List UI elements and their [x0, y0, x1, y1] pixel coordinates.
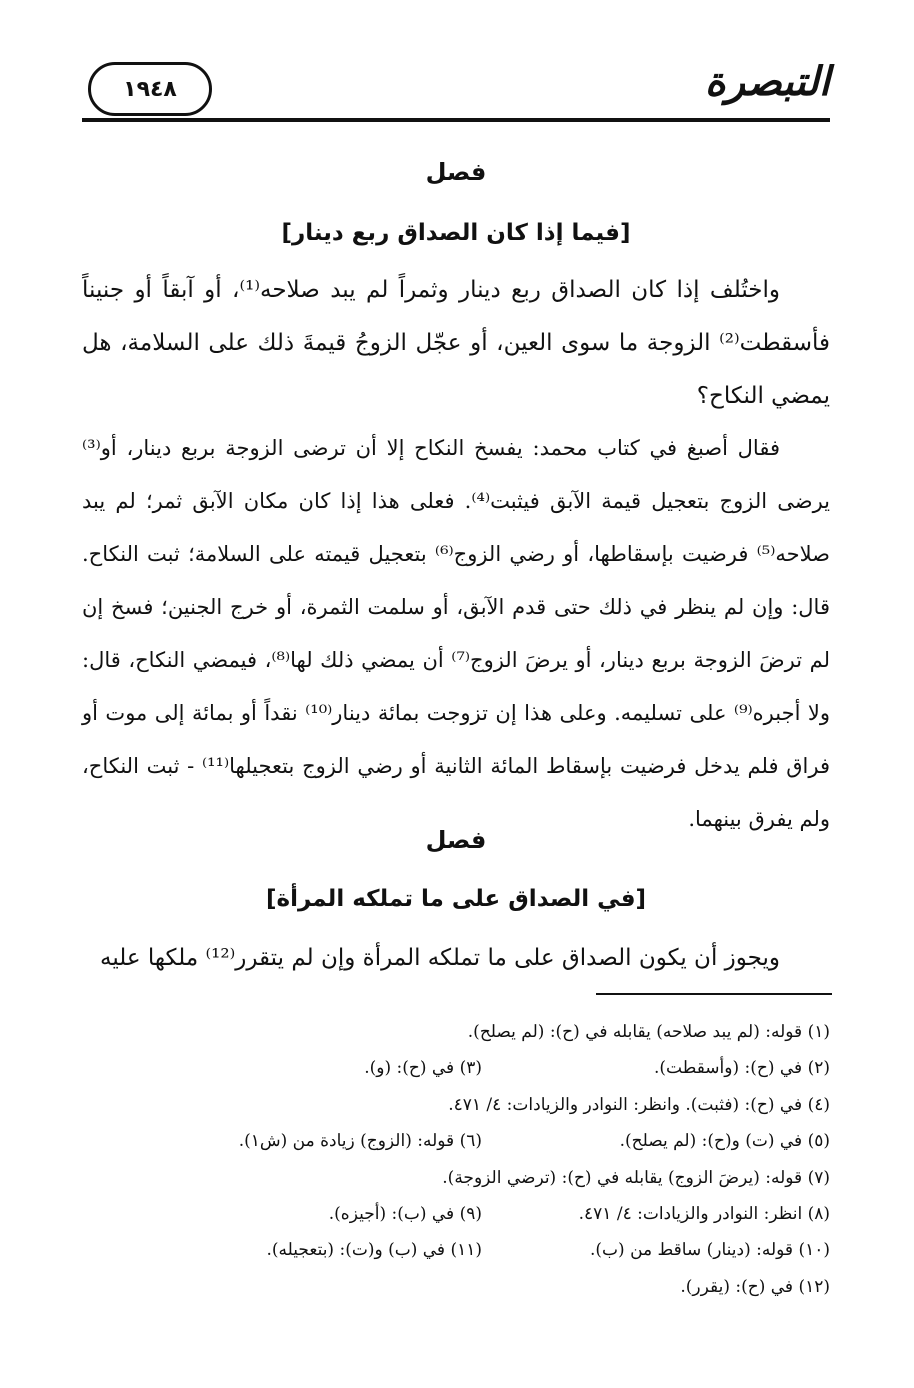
footnote: (٣) في (ح): (و). [364, 1058, 482, 1079]
footnote: (٧) قوله: (يرضَ الزوج) يقابله في (ح): (ترضي الزوجة). [442, 1167, 830, 1188]
footnote-row [82, 1014, 830, 1050]
footnote-separator [596, 993, 832, 995]
footnote-row [82, 1160, 830, 1196]
footnote-row [82, 1123, 830, 1159]
footnote: (٩) في (ب): (أجيزه). [328, 1203, 482, 1224]
header-rule [82, 118, 830, 122]
footnote-row [82, 1269, 830, 1305]
section-2-paragraph-1: ويجوز أن يكون الصداق على ما تملكه المرأة وإن لم يتقرر⁽¹²⁾ ملكها عليه [100, 945, 780, 971]
footnotes [82, 1014, 830, 1305]
footnote-row [82, 1196, 830, 1232]
section-2-title: فصل [425, 826, 487, 854]
page-number: ١٩٤٨ [123, 76, 177, 102]
section-1-title: فصل [425, 158, 487, 186]
section-1-paragraph-1: واختُلف إذا كان الصداق ربع دينار وثمراً لم يبد صلاحه⁽¹⁾، أو آبقاً أو جنيناً فأسقطت⁽²⁾ الزوجة ما سوى العين، أو عجّل الزوجُ قيمةَ ذلك على السلامة، هل يمضي النكاح؟ [82, 277, 830, 409]
section-1-subtitle: [فيما إذا كان الصداق ربع دينار] [281, 220, 631, 246]
footnote-row [82, 1050, 830, 1086]
footnote: (١) قوله: (لم يبد صلاحه) يقابله في (ح): (لم يصلح). [467, 1022, 830, 1042]
footnote: (١٢) في (ح): (يقرر). [680, 1276, 830, 1297]
section-1-paragraph-2: فقال أصبغ في كتاب محمد: يفسخ النكاح إلا أن ترضى الزوجة بربع دينار، أو⁽³⁾ يرضى الزوج بتعجيل قيمة الآبق فيثبت⁽⁴⁾. فعلى هذا إذا كان مكان الآبق ثمر؛ لم يبد صلاحه⁽⁵⁾ فرضيت بإسقاطها، أو رضي الزوج⁽⁶⁾ بتعجيل قيمته على السلامة؛ ثبت النكاح. قال: وإن لم ينظر في ذلك حتى قدم الآبق، أو سلمت الثمرة، أو خرج الجنين؛ فسخ إن لم ترضَ الزوجة بربع دينار، أو يرضَ الزوج⁽⁷⁾ أن يمضي ذلك لها⁽⁸⁾، فيمضي النكاح، قال: ولا أجبره⁽⁹⁾ على تسليمه. وعلى هذا إن تزوجت بمائة دينار⁽¹⁰⁾ نقداً أو بمائة إلى موت أو فراق فلم يدخل فرضيت بإسقاط المائة الثانية أو رضي الزوج بتعجيلها⁽¹¹⁾ - ثبت النكاح، ولم يفرق بينهما. [82, 436, 831, 831]
footnote: (٢) في (ح): (وأسقطت). [654, 1058, 830, 1079]
footnote: (٥) في (ت) و(ح): (لم يصلح). [619, 1131, 830, 1152]
footnote-row [82, 1087, 830, 1123]
section-2-subtitle: [في الصداق على ما تملكه المرأة] [265, 886, 647, 912]
footnote-row [82, 1232, 830, 1268]
footnote: (٤) في (ح): (فثبت). وانظر: النوادر والزيادات: ٤/ ٤٧١. [448, 1094, 830, 1115]
footnote: (١١) في (ب) و(ت): (بتعجيله). [266, 1240, 482, 1261]
page-header [82, 52, 830, 124]
book-title: التبصرة [704, 58, 830, 105]
footnote: (١٠) قوله: (دينار) ساقط من (ب). [590, 1240, 830, 1261]
footnote: (٦) قوله: (الزوج) زيادة من (ش١). [238, 1131, 482, 1152]
page-number-badge [88, 62, 212, 116]
footnote: (٨) انظر: النوادر والزيادات: ٤/ ٤٧١. [578, 1203, 830, 1224]
